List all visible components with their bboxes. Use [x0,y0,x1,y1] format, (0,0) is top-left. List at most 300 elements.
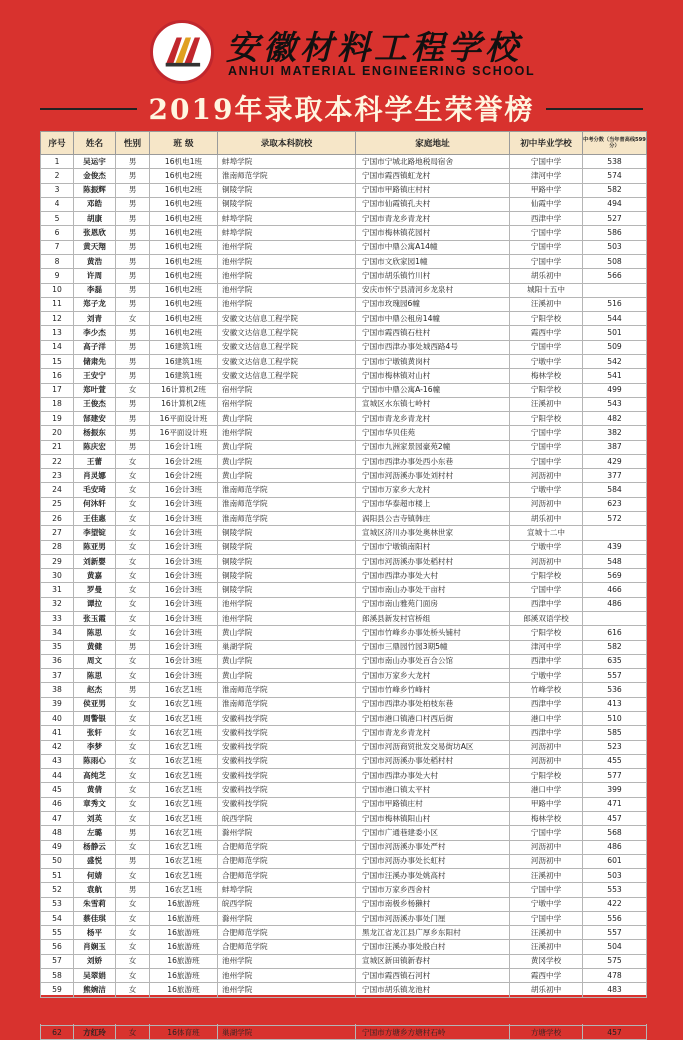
home-address: 宁国市中鼎公寓A-16幢 [356,383,510,397]
student-name: 李望锭 [74,526,116,540]
exam-score: 553 [583,883,647,897]
admitted-university: 皖西学院 [218,811,356,825]
student-class: 16农艺1班 [150,869,218,883]
table-row [41,483,647,497]
student-name: 周文 [74,654,116,668]
exam-score: 382 [583,426,647,440]
middle-school: 港口中学 [510,711,583,725]
admitted-university: 合肥师范学院 [218,854,356,868]
admitted-university: 池州学院 [218,283,356,297]
middle-school: 宁阳学校 [510,626,583,640]
table-row [41,354,647,368]
student-gender: 男 [116,326,150,340]
row-index: 31 [41,583,74,597]
table-row [41,454,647,468]
table-row [41,683,647,697]
admitted-university: 池州学院 [218,269,356,283]
table-row [41,983,647,997]
student-class: 16旅游班 [150,911,218,925]
middle-school: 港口中学 [510,783,583,797]
student-class: 16农艺1班 [150,811,218,825]
table-row [41,283,647,297]
admitted-university: 宿州学院 [218,397,356,411]
student-class: 16旅游班 [150,954,218,968]
admitted-university: 安徽科技学院 [218,797,356,811]
student-name: 毛安琦 [74,483,116,497]
student-gender: 女 [116,840,150,854]
row-index: 20 [41,426,74,440]
student-class: 16体育班 [150,1026,218,1040]
middle-school: 胡乐初中 [510,983,583,997]
student-class: 16农艺1班 [150,840,218,854]
row-index: 9 [41,269,74,283]
student-name: 刘英 [74,811,116,825]
student-class: 16会计3班 [150,597,218,611]
student-class: 16旅游班 [150,969,218,983]
table-row [41,340,647,354]
student-gender: 女 [116,512,150,526]
student-class: 16会计3班 [150,554,218,568]
student-name: 张玉霞 [74,612,116,626]
admitted-university: 池州学院 [218,297,356,311]
home-address: 宁国市霞西镇虹龙村 [356,169,510,183]
admitted-university: 蚌埠学院 [218,212,356,226]
table-row [41,926,647,940]
honor-table [40,131,647,1040]
student-class: 16农艺1班 [150,769,218,783]
table-row [41,254,647,268]
student-name: 陈亚男 [74,540,116,554]
table-row [41,797,647,811]
student-name: 侯亚男 [74,697,116,711]
student-class: 16农艺1班 [150,797,218,811]
middle-school: 甲路中学 [510,797,583,811]
middle-school: 汪溪初中 [510,869,583,883]
row-index: 47 [41,811,74,825]
home-address: 宁国市万家乡大龙村 [356,483,510,497]
middle-school: 宁阳学校 [510,569,583,583]
row-index: 27 [41,526,74,540]
row-index: 3 [41,183,74,197]
admitted-university: 铜陵学院 [218,540,356,554]
row-index: 26 [41,512,74,526]
home-address: 宁国市甲路镇庄村 [356,797,510,811]
exam-score: 455 [583,754,647,768]
admitted-university: 巢湖学院 [218,640,356,654]
student-class: 16会计3班 [150,540,218,554]
student-name: 郑叶萱 [74,383,116,397]
admitted-university: 宿州学院 [218,383,356,397]
student-gender: 男 [116,826,150,840]
table-row [41,540,647,554]
middle-school: 宁国中学 [510,883,583,897]
home-address: 宁国市宁城北路地税局宿舍 [356,155,510,169]
home-address: 宁国市河沥办事处长虹村 [356,854,510,868]
student-class: 16建筑1班 [150,354,218,368]
row-index: 15 [41,354,74,368]
exam-score: 482 [583,412,647,426]
student-name: 金俊杰 [74,169,116,183]
row-index: 28 [41,540,74,554]
home-address: 宁国市汪溪办事处殷白村 [356,940,510,954]
middle-school: 竹峰学校 [510,683,583,697]
middle-school: 方塘学校 [510,1026,583,1040]
middle-school: 郎溪双语学校 [510,612,583,626]
student-name: 王佳惠 [74,512,116,526]
table-row [41,811,647,825]
home-address: 安庆市怀宁县清河乡龙泉村 [356,283,510,297]
exam-score: 544 [583,312,647,326]
student-gender: 男 [116,440,150,454]
student-gender: 女 [116,911,150,925]
col-header-middle-school: 初中毕业学校 [510,132,583,155]
admitted-university: 黄山学院 [218,669,356,683]
table-row [41,826,647,840]
middle-school: 仙霞中学 [510,197,583,211]
home-address: 宁国市西津办事处大村 [356,569,510,583]
admitted-university: 淮南师范学院 [218,497,356,511]
student-gender: 男 [116,155,150,169]
middle-school: 宁国中学 [510,340,583,354]
student-name: 刘娇 [74,954,116,968]
student-gender: 男 [116,883,150,897]
student-name: 陈庆宏 [74,440,116,454]
home-address: 宁国市梅林镇花园村 [356,226,510,240]
home-address: 宁国市港口镇港口村西后街 [356,711,510,725]
middle-school: 霞西中学 [510,969,583,983]
student-gender: 女 [116,612,150,626]
student-gender: 女 [116,583,150,597]
exam-score: 494 [583,197,647,211]
student-name: 黄浩 [74,254,116,268]
student-class: 16机电2班 [150,240,218,254]
table-row [41,297,647,311]
exam-score: 568 [583,826,647,840]
student-gender: 男 [116,269,150,283]
student-name: 陈雨心 [74,754,116,768]
student-name: 黄倩 [74,783,116,797]
student-gender: 女 [116,454,150,468]
exam-score: 486 [583,840,647,854]
student-gender: 女 [116,597,150,611]
middle-school: 霞西中学 [510,326,583,340]
row-index: 18 [41,397,74,411]
student-name: 高纯芝 [74,769,116,783]
middle-school: 宁国中学 [510,240,583,254]
col-header-university: 录取本科院校 [218,132,356,155]
middle-school: 宁国中学 [510,911,583,925]
school-logo-graphic [153,23,211,81]
student-gender: 男 [116,297,150,311]
student-name: 何婧 [74,869,116,883]
home-address: 宁国市河沥溪办事处刘村村 [356,469,510,483]
home-address: 宁国市宁墩镇黄岗村 [356,354,510,368]
home-address: 宁国市西津办事处柏枝东巷 [356,697,510,711]
row-index: 11 [41,297,74,311]
row-index: 22 [41,454,74,468]
row-index: 2 [41,169,74,183]
exam-score: 557 [583,669,647,683]
admitted-university: 皖西学院 [218,897,356,911]
admitted-university: 安徽科技学院 [218,726,356,740]
exam-score: 541 [583,369,647,383]
exam-score: 538 [583,155,647,169]
middle-school: 西津中学 [510,697,583,711]
admitted-university: 黄山学院 [218,454,356,468]
exam-score: 508 [583,254,647,268]
middle-school: 宁墩中学 [510,897,583,911]
admitted-university: 安徽科技学院 [218,711,356,725]
middle-school: 黄冈学校 [510,954,583,968]
exam-score: 399 [583,783,647,797]
exam-score [583,283,647,297]
exam-score: 527 [583,212,647,226]
student-name: 熊婉洁 [74,983,116,997]
student-class: 16农艺1班 [150,854,218,868]
exam-score: 387 [583,440,647,454]
home-address: 黑龙江省龙江县广厚乡东阳村 [356,926,510,940]
exam-score: 574 [583,169,647,183]
home-address: 宁国市汪溪办事处姚高村 [356,869,510,883]
table-row [41,869,647,883]
student-class: 16会计3班 [150,583,218,597]
admitted-university: 安徽文达信息工程学院 [218,354,356,368]
home-address: 宁国市西津办事处大村 [356,769,510,783]
home-address: 宁国市甲路镇庄村村 [356,183,510,197]
exam-score: 429 [583,454,647,468]
student-name: 肖娴玉 [74,940,116,954]
table-row [41,754,647,768]
student-class: 16会计3班 [150,512,218,526]
exam-score: 377 [583,469,647,483]
row-index: 7 [41,240,74,254]
row-index: 50 [41,854,74,868]
home-address: 宁国市竹峰乡办事处桥头铺村 [356,626,510,640]
exam-score: 584 [583,483,647,497]
table-row [41,197,647,211]
table-row [41,212,647,226]
student-gender: 女 [116,569,150,583]
exam-score: 471 [583,797,647,811]
exam-score: 503 [583,240,647,254]
admitted-university: 合肥师范学院 [218,940,356,954]
row-index: 36 [41,654,74,668]
row-index: 6 [41,226,74,240]
home-address: 宁国市宁墩镇南阳村 [356,540,510,554]
middle-school: 宁墩中学 [510,540,583,554]
middle-school: 宁国中学 [510,440,583,454]
middle-school: 宁墩中学 [510,669,583,683]
student-name: 袁航 [74,883,116,897]
table-row [41,654,647,668]
row-index: 42 [41,740,74,754]
home-address: 宁国市中鼎公寓A14幢 [356,240,510,254]
home-address: 宁国市玫瑰园6幢 [356,297,510,311]
student-name: 陈思 [74,669,116,683]
home-address: 宁国市中鼎公租房14幢 [356,312,510,326]
exam-score: 616 [583,626,647,640]
home-address: 宣城区水东镇七岭村 [356,397,510,411]
home-address: 宁国市河沥商贸批发交易街坊A区 [356,740,510,754]
table-row [41,497,647,511]
home-address: 宁国市南山雅苑门面房 [356,597,510,611]
student-name: 吴运宇 [74,155,116,169]
middle-school: 梅林学校 [510,811,583,825]
exam-score: 556 [583,911,647,925]
row-index: 56 [41,940,74,954]
student-name: 储肃先 [74,354,116,368]
exam-score: 543 [583,397,647,411]
student-gender: 女 [116,897,150,911]
row-index: 4 [41,197,74,211]
student-name: 赵杰 [74,683,116,697]
col-header-gender: 性别 [116,132,150,155]
student-name: 王安宁 [74,369,116,383]
row-index: 46 [41,797,74,811]
admitted-university: 铜陵学院 [218,569,356,583]
table-row [41,155,647,169]
admitted-university: 安徽科技学院 [218,754,356,768]
table-row [41,240,647,254]
student-name: 何沐轩 [74,497,116,511]
admitted-university: 池州学院 [218,612,356,626]
table-row [41,169,647,183]
middle-school: 宁阳学校 [510,383,583,397]
student-gender: 男 [116,397,150,411]
student-class: 16机电2班 [150,297,218,311]
student-class: 16会计2班 [150,469,218,483]
admitted-university: 安徽文达信息工程学院 [218,326,356,340]
admitted-university: 安徽科技学院 [218,740,356,754]
admitted-university: 池州学院 [218,426,356,440]
student-class: 16机电2班 [150,254,218,268]
middle-school: 汪溪初中 [510,397,583,411]
table-row [41,583,647,597]
middle-school: 汪溪初中 [510,297,583,311]
bottom-strip [0,998,683,1024]
student-gender: 女 [116,1026,150,1040]
header [0,0,683,128]
home-address: 宁国市青龙乡青龙村 [356,726,510,740]
middle-school: 宁墩中学 [510,354,583,368]
student-gender: 男 [116,240,150,254]
student-name: 章秀文 [74,797,116,811]
row-index: 53 [41,897,74,911]
student-class: 16会计1班 [150,440,218,454]
student-class: 16会计2班 [150,454,218,468]
student-gender: 男 [116,683,150,697]
home-address: 郎溪县新发村官桥组 [356,612,510,626]
row-index: 41 [41,726,74,740]
home-address: 宁国市华泰超市楼上 [356,497,510,511]
exam-score [583,526,647,540]
table-row [41,969,647,983]
student-name: 郜建安 [74,412,116,426]
table-row [41,911,647,925]
table-row [41,269,647,283]
row-index: 34 [41,626,74,640]
exam-score: 582 [583,640,647,654]
col-header-score: 中考分数（当年普高线599分） [583,132,647,155]
exam-score: 586 [583,226,647,240]
school-logo-icon [150,20,214,84]
school-name-en: ANHUI MATERIAL ENGINEERING SCHOOL [228,64,536,78]
student-class: 16旅游班 [150,940,218,954]
table-row [41,897,647,911]
home-address: 宁国市胡乐镇竹川村 [356,269,510,283]
middle-school: 河沥初中 [510,469,583,483]
middle-school: 宁国中学 [510,826,583,840]
student-class: 16计算机2班 [150,397,218,411]
student-class: 16农艺1班 [150,754,218,768]
table-row [41,469,647,483]
student-gender: 男 [116,340,150,354]
row-index: 58 [41,969,74,983]
student-gender: 男 [116,354,150,368]
admitted-university: 淮南师范学院 [218,483,356,497]
home-address: 宁国市梅林镇阳山村 [356,811,510,825]
student-name: 张轩 [74,726,116,740]
exam-score: 575 [583,954,647,968]
exam-score: 542 [583,354,647,368]
school-name-cn: 安徽材料工程学校 [226,28,522,67]
table-row [41,626,647,640]
middle-school: 胡乐初中 [510,512,583,526]
table-row [41,840,647,854]
middle-school: 宁阳学校 [510,769,583,783]
student-class: 16农艺1班 [150,783,218,797]
table-row [41,512,647,526]
student-class: 16旅游班 [150,926,218,940]
admitted-university: 黄山学院 [218,469,356,483]
student-name: 杨振东 [74,426,116,440]
student-name: 郑子龙 [74,297,116,311]
student-class: 16机电2班 [150,312,218,326]
student-class: 16建筑1班 [150,340,218,354]
middle-school: 城阳十五中 [510,283,583,297]
student-gender: 女 [116,312,150,326]
student-class: 16机电2班 [150,269,218,283]
exam-score: 548 [583,554,647,568]
middle-school: 河沥初中 [510,554,583,568]
admitted-university: 黄山学院 [218,626,356,640]
student-gender: 男 [116,412,150,426]
student-class: 16机电2班 [150,197,218,211]
middle-school: 宁国中学 [510,254,583,268]
row-index: 5 [41,212,74,226]
admitted-university: 池州学院 [218,954,356,968]
middle-school: 宁阳学校 [510,412,583,426]
student-class: 16建筑1班 [150,369,218,383]
home-address: 宁国市西津办事处西小东巷 [356,454,510,468]
row-index: 57 [41,954,74,968]
admitted-university: 合肥师范学院 [218,926,356,940]
row-index: 40 [41,711,74,725]
middle-school: 宣城十二中 [510,526,583,540]
student-class: 16农艺1班 [150,826,218,840]
col-header-address: 家庭地址 [356,132,510,155]
row-index: 32 [41,597,74,611]
admitted-university: 池州学院 [218,240,356,254]
student-name: 罗曼 [74,583,116,597]
student-name: 杨静云 [74,840,116,854]
exam-score: 499 [583,383,647,397]
middle-school: 宁国中学 [510,155,583,169]
student-gender: 女 [116,626,150,640]
table-row [41,669,647,683]
home-address: 宁国市港口镇太平村 [356,783,510,797]
student-gender: 男 [116,183,150,197]
